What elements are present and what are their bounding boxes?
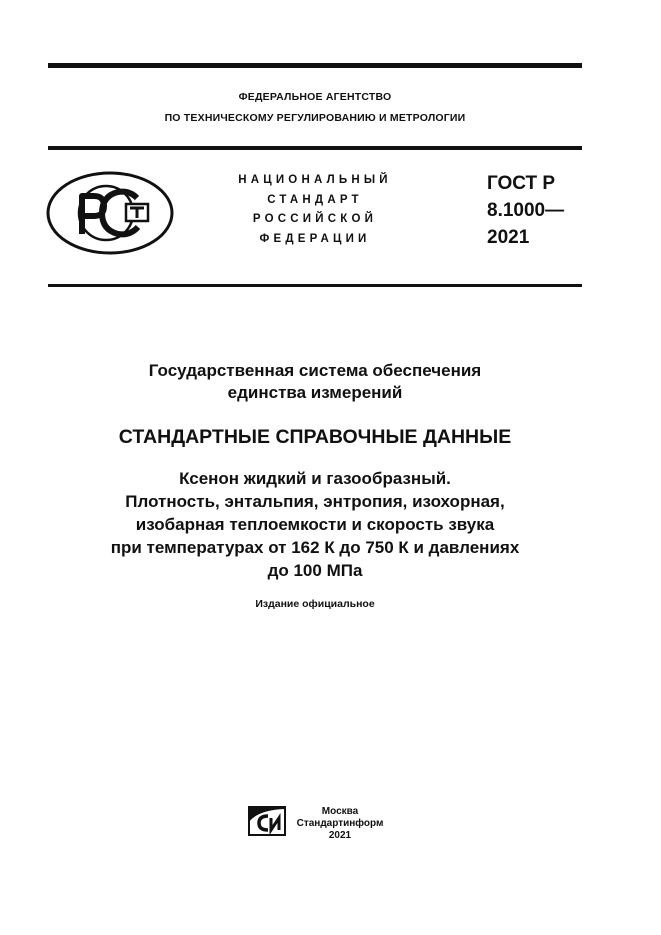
- description-line-1: Ксенон жидкий и газообразный.: [179, 469, 451, 488]
- publisher-year: 2021: [328, 830, 352, 841]
- national-line-2: СТАНДАРТ: [267, 194, 363, 206]
- publisher-block: [290, 806, 390, 842]
- agency-line-1: ФЕДЕРАЛЬНОЕ АГЕНТСТВО: [238, 91, 392, 103]
- header-rule: [48, 146, 582, 150]
- title-rule: [48, 284, 582, 287]
- system-title-line-1: Государственная система обеспечения: [148, 361, 482, 380]
- description: [40, 467, 590, 582]
- national-line-3: РОССИЙСКОЙ: [252, 213, 378, 225]
- gost-code-line-1: ГОСТ Р: [487, 173, 556, 194]
- standartinform-logo-icon: [248, 806, 286, 836]
- national-line-4: ФЕДЕРАЦИИ: [259, 233, 371, 245]
- publisher-city: Москва: [321, 806, 359, 817]
- description-line-4: при температурах от 162 К до 750 К и давлениях: [110, 538, 520, 557]
- gost-r-logo-icon: [44, 170, 176, 256]
- system-title-line-2: единства измерений: [227, 383, 403, 402]
- description-line-2: Плотность, энтальпия, энтропия, изохорная,: [125, 492, 505, 511]
- standartinform-logo: [248, 806, 286, 836]
- description-line-5: до 100 МПа: [267, 561, 363, 580]
- publisher-name: Стандартинформ: [296, 818, 384, 829]
- national-line-1: НАЦИОНАЛЬНЫЙ: [238, 174, 392, 186]
- gost-code-line-2: 8.1000—: [487, 200, 565, 221]
- agency-line-2: ПО ТЕХНИЧЕСКОМУ РЕГУЛИРОВАНИЮ И МЕТРОЛОГИИ: [164, 112, 466, 124]
- description-line-3: изобарная теплоемкости и скорость звука: [135, 515, 495, 534]
- top-rule: [48, 63, 582, 68]
- main-title: СТАНДАРТНЫЕ СПРАВОЧНЫЕ ДАННЫЕ: [118, 426, 512, 448]
- gost-r-logo: [44, 170, 176, 256]
- edition-label: Издание официальное: [255, 598, 375, 610]
- system-title: [40, 360, 590, 404]
- gost-code-line-3: 2021: [487, 227, 530, 248]
- gost-code: [487, 170, 564, 251]
